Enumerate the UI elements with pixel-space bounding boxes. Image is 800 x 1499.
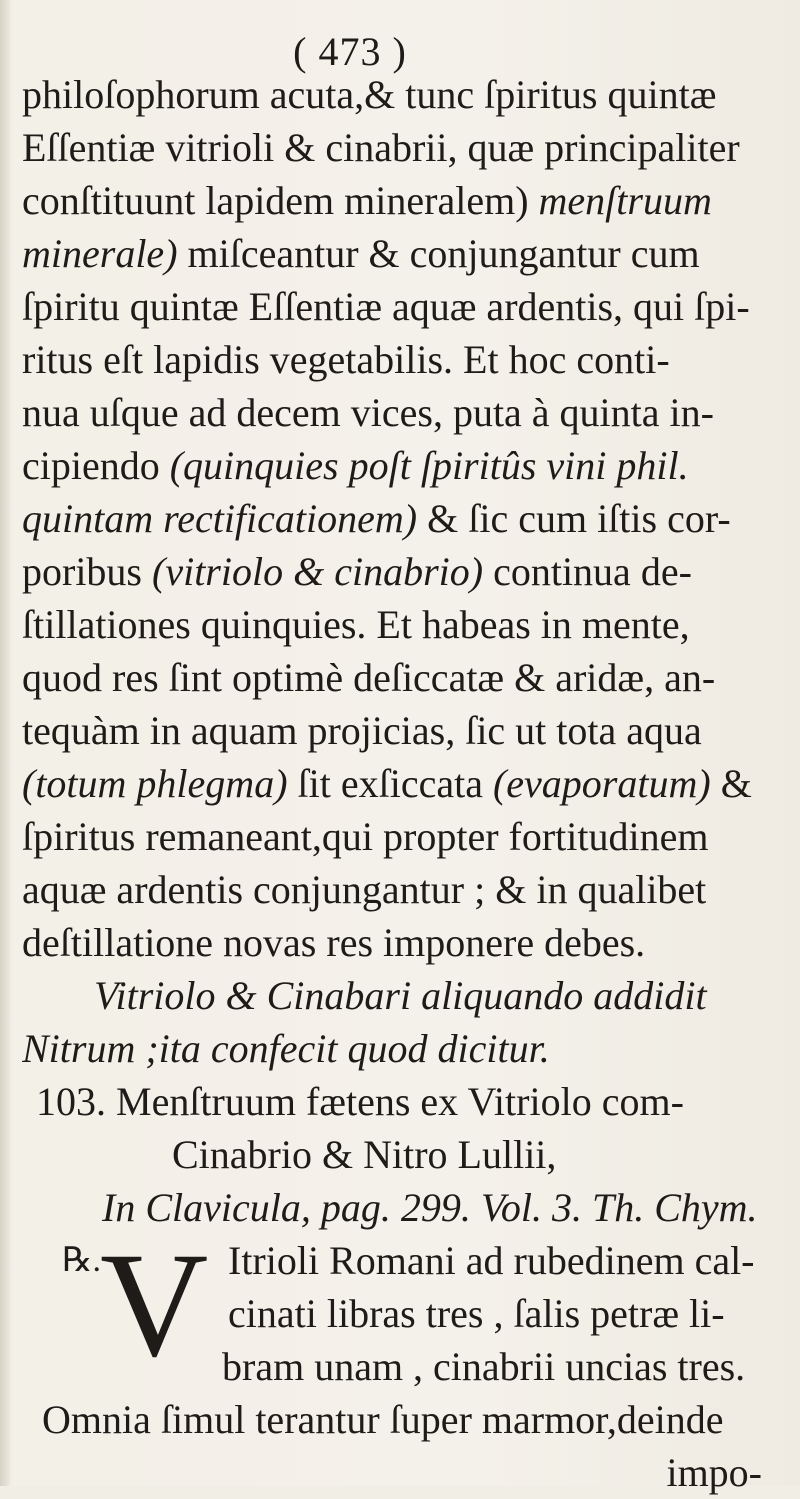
text-line: (totum phlegma) ſit exſiccata (evaporatum) &	[22, 761, 752, 806]
text-line: nua uſque ad decem vices, puta à quinta in-	[22, 390, 714, 435]
section-note: Nitrum ;ita confecit quod dicitur.	[22, 1026, 550, 1071]
catchword: impo-	[666, 1450, 762, 1495]
text-line: minerale) miſceantur & conjungantur cum	[22, 231, 700, 276]
drop-cap: V	[100, 1222, 209, 1388]
text-line: deſtillatione novas res imponere debes.	[22, 920, 646, 965]
text-line: philoſophorum acuta,& tunc ſpiritus quintæ	[22, 72, 717, 117]
text-line: ſtillationes quinquies. Et habeas in mente,	[22, 602, 690, 647]
recipe-block	[22, 1222, 792, 1393]
recipe-line: cinati libras tres , ſalis petræ li-	[228, 1291, 725, 1336]
text-line: cipiendo (quinquies poſt ſpiritûs vini phil.	[22, 443, 689, 488]
text-line: quod res ſint optimè deſiccatæ & aridæ, an-	[22, 655, 716, 700]
text-line: Eſſentiæ vitrioli & cinabrii, quæ principaliter	[22, 125, 740, 170]
recipe-line: bram unam , cinabrii uncias tres.	[222, 1344, 746, 1389]
text-line: quintam rectificationem) & ſic cum iſtis cor-	[22, 496, 731, 541]
section-note: Vitriolo & Cinabari aliquando addidit	[94, 973, 707, 1018]
text-line: tequàm in aquam projicias, ſic ut tota aqua	[22, 708, 702, 753]
text-line: conſtituunt lapidem mineralem) menſtruum	[22, 178, 712, 223]
page-number: ( 473 )	[293, 29, 407, 74]
text-line: ritus eſt lapidis vegetabilis. Et hoc conti-	[22, 337, 670, 382]
text-line: ſpiritus remaneant,qui propter fortitudinem	[22, 814, 709, 859]
section-subheading: Cinabrio & Nitro Lullii,	[172, 1132, 557, 1177]
text-line: ſpiritu quintæ Eſſentiæ aquæ ardentis, qui ſpi-	[22, 284, 750, 329]
recipe-symbol: ℞.	[62, 1242, 101, 1279]
text-line: poribus (vitriolo & cinabrio) continua de-	[22, 549, 692, 594]
text-line: aquæ ardentis conjungantur ; & in qualibet	[22, 867, 707, 912]
body-text	[22, 68, 792, 1499]
book-spine-shadow	[0, 0, 10, 1486]
section-heading: 103. Menſtruum fætens ex Vitriolo com-	[36, 1079, 684, 1124]
recipe-line: Itrioli Romani ad rubedinem cal-	[228, 1238, 755, 1283]
source-citation: In Clavicula, pag. 299. Vol. 3. Th. Chym.	[102, 1185, 758, 1230]
text-line: Omnia ſimul terantur ſuper marmor,deinde	[42, 1397, 724, 1442]
